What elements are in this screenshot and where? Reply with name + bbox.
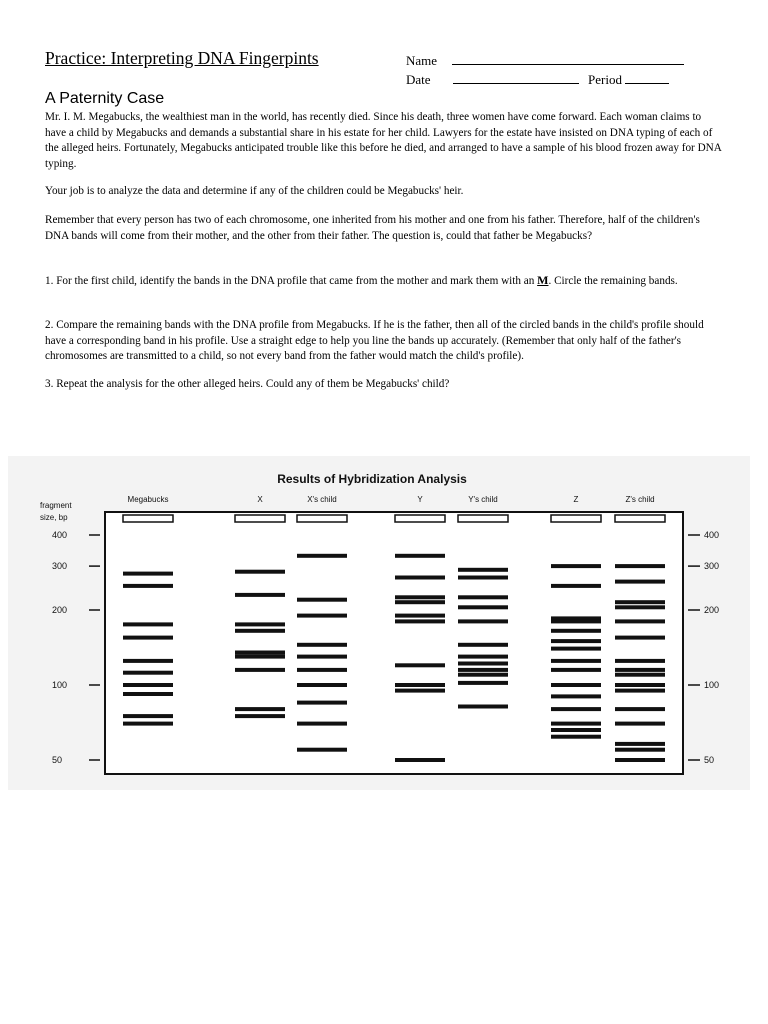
dna-band bbox=[297, 701, 347, 705]
dna-band bbox=[615, 636, 665, 640]
dna-band bbox=[551, 728, 601, 732]
dna-band bbox=[551, 629, 601, 633]
dna-band bbox=[235, 629, 285, 633]
well bbox=[551, 515, 601, 522]
name-label: Name bbox=[406, 53, 438, 68]
lane-label: Megabucks bbox=[127, 495, 169, 504]
step-2-paragraph: 2. Compare the remaining bands with the DNA profile from Megabucks. If he is the father, then all of the circled bands in the child's profile should have a corresponding band in his profile. Use a straight edge to help you line the bands up accurately. (Remember that only half of the father's chromosomes are transmitted to a child, so not every band from the father would match the child's profile). bbox=[45, 319, 704, 362]
right-tick-label: 200 bbox=[704, 605, 720, 615]
dna-band bbox=[551, 735, 601, 739]
hybridization-gel-figure bbox=[0, 450, 768, 800]
dna-band bbox=[615, 748, 665, 752]
dna-band bbox=[458, 681, 508, 685]
name-blank[interactable] bbox=[452, 52, 684, 65]
step-1-text-before: 1. For the first child, identify the bands in the DNA profile that came from the mother and mark them with an bbox=[45, 275, 538, 287]
dna-band bbox=[235, 622, 285, 626]
dna-band bbox=[235, 668, 285, 672]
dna-band bbox=[297, 643, 347, 647]
dna-band bbox=[458, 662, 508, 666]
dna-band bbox=[297, 722, 347, 726]
dna-band bbox=[615, 659, 665, 663]
dna-band bbox=[235, 714, 285, 718]
dna-band bbox=[551, 564, 601, 568]
dna-band bbox=[615, 600, 665, 604]
y-axis-label-line2: size, bp bbox=[40, 513, 68, 522]
dna-band bbox=[551, 647, 601, 651]
well bbox=[615, 515, 665, 522]
job-paragraph: Your job is to analyze the data and determine if any of the children could be Megabucks' heir. bbox=[45, 185, 464, 197]
dna-band bbox=[123, 622, 173, 626]
dna-band bbox=[551, 722, 601, 726]
gel-title: Results of Hybridization Analysis bbox=[277, 472, 467, 486]
well bbox=[458, 515, 508, 522]
dna-band bbox=[551, 584, 601, 588]
dna-band bbox=[551, 707, 601, 711]
dna-band bbox=[297, 614, 347, 618]
remember-paragraph: Remember that every person has two of each chromosome, one inherited from his mother and one from his father. Therefore, half of the children's DNA bands will come from their mother, and the other from their father. The question is, could that father be Megabucks? bbox=[45, 214, 700, 242]
dna-band bbox=[123, 683, 173, 687]
period-blank[interactable] bbox=[625, 71, 669, 84]
right-tick-label: 50 bbox=[704, 755, 715, 765]
dna-band bbox=[458, 655, 508, 659]
dna-band bbox=[551, 659, 601, 663]
y-axis-label-line1: fragment bbox=[40, 501, 72, 510]
dna-band bbox=[395, 554, 445, 558]
well bbox=[297, 515, 347, 522]
dna-band bbox=[297, 655, 347, 659]
dna-band bbox=[395, 758, 445, 762]
step-1-text-after: . Circle the remaining bands. bbox=[548, 275, 678, 287]
dna-band bbox=[458, 668, 508, 672]
dna-band bbox=[458, 643, 508, 647]
dna-band bbox=[551, 639, 601, 643]
dna-band bbox=[395, 600, 445, 604]
dna-band bbox=[615, 668, 665, 672]
left-tick-label: 200 bbox=[52, 605, 68, 615]
dna-band bbox=[395, 619, 445, 623]
dna-band bbox=[551, 694, 601, 698]
dna-band bbox=[551, 619, 601, 623]
well bbox=[235, 515, 285, 522]
dna-band bbox=[297, 598, 347, 602]
date-period-field[interactable] bbox=[406, 71, 669, 88]
dna-band bbox=[615, 707, 665, 711]
dna-band bbox=[395, 576, 445, 580]
date-label: Date bbox=[406, 72, 431, 87]
lane-label: Y's child bbox=[468, 495, 498, 504]
lane-label: X's child bbox=[307, 495, 337, 504]
lane-label: Z's child bbox=[625, 495, 655, 504]
dna-band bbox=[297, 748, 347, 752]
dna-band bbox=[458, 705, 508, 709]
period-label: Period bbox=[588, 72, 622, 87]
dna-band bbox=[615, 605, 665, 609]
step-1-paragraph bbox=[45, 273, 725, 290]
dna-band bbox=[551, 668, 601, 672]
dna-band bbox=[615, 742, 665, 746]
left-tick-label: 100 bbox=[52, 680, 68, 690]
dna-band bbox=[395, 614, 445, 618]
dna-band bbox=[551, 683, 601, 687]
dna-band bbox=[615, 619, 665, 623]
left-tick-label: 400 bbox=[52, 530, 68, 540]
section-heading: A Paternity Case bbox=[45, 90, 165, 107]
lane-label: Y bbox=[417, 495, 423, 504]
dna-band bbox=[235, 651, 285, 655]
well bbox=[395, 515, 445, 522]
dna-band bbox=[615, 689, 665, 693]
dna-band bbox=[297, 554, 347, 558]
dna-band bbox=[123, 584, 173, 588]
right-tick-label: 300 bbox=[704, 561, 720, 572]
dna-band bbox=[123, 572, 173, 576]
dna-band bbox=[297, 683, 347, 687]
dna-band bbox=[395, 683, 445, 687]
dna-band bbox=[123, 636, 173, 640]
dna-band bbox=[615, 758, 665, 762]
dna-band bbox=[123, 671, 173, 675]
left-tick-label: 50 bbox=[52, 755, 63, 765]
mother-mark: M bbox=[537, 273, 549, 287]
page-title: Practice: Interpreting DNA Fingerpints bbox=[45, 48, 319, 68]
dna-band bbox=[615, 683, 665, 687]
dna-band bbox=[235, 707, 285, 711]
dna-band bbox=[458, 619, 508, 623]
dna-band bbox=[395, 595, 445, 599]
well bbox=[123, 515, 173, 522]
dna-band bbox=[458, 568, 508, 572]
dna-band bbox=[395, 689, 445, 693]
dna-band bbox=[235, 655, 285, 659]
left-tick-label: 300 bbox=[52, 561, 68, 572]
dna-band bbox=[123, 659, 173, 663]
dna-band bbox=[458, 595, 508, 599]
right-tick-label: 400 bbox=[704, 530, 720, 540]
dna-band bbox=[235, 570, 285, 574]
dna-band bbox=[615, 564, 665, 568]
date-blank[interactable] bbox=[453, 71, 579, 84]
lane-label: Z bbox=[573, 495, 579, 504]
dna-band bbox=[123, 722, 173, 726]
intro-paragraph: Mr. I. M. Megabucks, the wealthiest man in the world, has recently died. Since his death, three women have come forward. Each woman claims to have a child by Megabucks and demands a substantial share in his estate for her child. Lawyers for the estate have insisted on DNA typing of each of the alleged heirs. Fortunately, Megabucks anticipated trouble like this before he died, and arranged to have a sample of his blood frozen away for DNA typing. bbox=[45, 111, 722, 170]
dna-band bbox=[235, 593, 285, 597]
dna-band bbox=[458, 673, 508, 677]
dna-band bbox=[458, 576, 508, 580]
step-3-paragraph: 3. Repeat the analysis for the other alleged heirs. Could any of them be Megabucks' child? bbox=[45, 378, 450, 390]
dna-band bbox=[615, 580, 665, 584]
right-tick-label: 100 bbox=[704, 680, 720, 690]
dna-band bbox=[123, 692, 173, 696]
dna-band bbox=[123, 714, 173, 718]
dna-band bbox=[615, 673, 665, 677]
dna-band bbox=[615, 722, 665, 726]
name-field[interactable] bbox=[406, 52, 684, 69]
dna-band bbox=[458, 605, 508, 609]
lane-label: X bbox=[257, 495, 263, 504]
dna-band bbox=[297, 668, 347, 672]
dna-band bbox=[395, 663, 445, 667]
